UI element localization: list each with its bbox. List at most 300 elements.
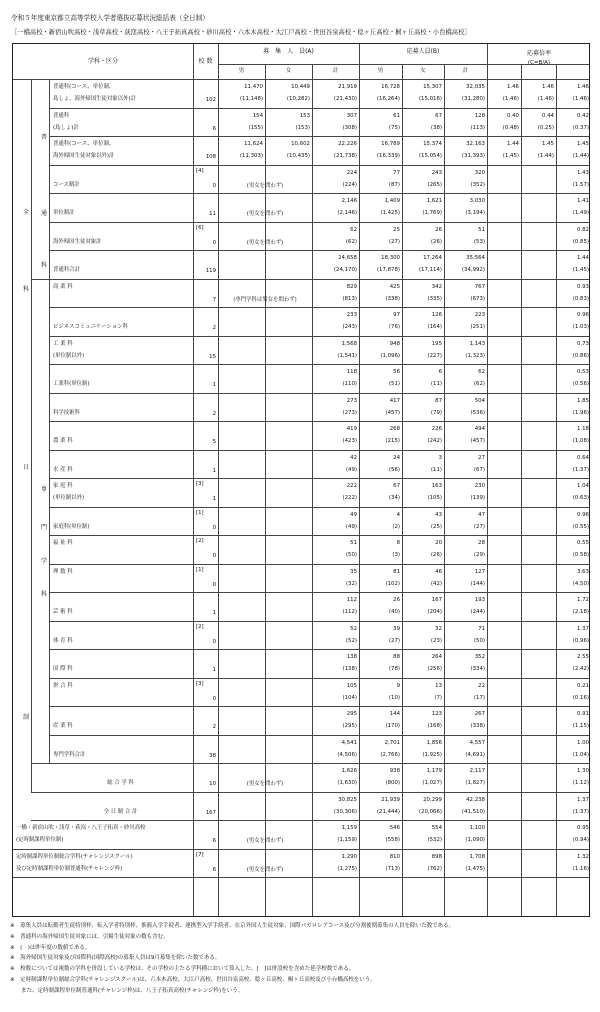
row-prev-value: (41,510)	[461, 808, 485, 815]
row-value: 17,264	[423, 255, 442, 261]
row-prev-value: (1,769)	[422, 210, 442, 216]
row-value: 2,146	[341, 198, 357, 204]
row-value: 0.95	[576, 825, 589, 831]
row-prev-value: (32)	[345, 580, 357, 587]
row-prev-value: (1.16)	[572, 865, 589, 872]
row-value: 267	[474, 711, 485, 717]
row-prev-value: (79)	[430, 409, 442, 416]
row-value: 1.04	[576, 483, 589, 489]
row-value: 126	[431, 312, 442, 318]
row-value: 1.43	[576, 169, 589, 176]
row-prev-value: (2.18)	[572, 609, 589, 615]
row-prev-value: (423)	[342, 438, 357, 444]
row-value: 223	[474, 312, 485, 318]
row-prev-value: (0.16)	[572, 694, 589, 701]
row-prev-value: (10,435)	[286, 153, 310, 159]
row-value: 233	[346, 312, 357, 318]
row-parallel-count: [3]	[196, 680, 204, 687]
row-label: 芸 術 科	[53, 609, 73, 615]
row-prev-value: (4,691)	[465, 751, 485, 758]
row-prev-value: (265)	[427, 181, 442, 188]
row-prev-value: (2)	[392, 523, 400, 530]
row-value: 0.93	[576, 283, 589, 290]
row-prev-value: (204)	[427, 609, 442, 615]
row-parallel-count: [4]	[196, 167, 204, 174]
row-gender-note: (男女を問わず)	[246, 866, 284, 873]
row-value: 28	[478, 540, 485, 546]
row-label: 国 際 科	[53, 666, 73, 672]
row-value: 0.82	[576, 226, 589, 233]
row-prev-value: (0.85)	[572, 238, 589, 245]
header-recruit-total: 計	[332, 68, 339, 74]
row-prev-value: (24,170)	[333, 267, 357, 273]
row-value: 71	[478, 625, 485, 632]
row-value: 2.55	[576, 654, 589, 660]
row-value: 105	[346, 682, 357, 689]
section-label: 通	[40, 210, 47, 217]
row-prev-value: (11,303)	[239, 153, 263, 159]
row-prev-value: (16,264)	[376, 96, 400, 102]
row-prev-value: (1,159)	[337, 837, 357, 843]
row-label: 工業科(単位制)	[53, 381, 90, 387]
row-school-count: 102	[205, 97, 216, 103]
row-value: 1.44	[576, 255, 589, 261]
row-value: 1,143	[469, 340, 485, 347]
row-value: 0.91	[576, 711, 589, 717]
row-prev-value: (138)	[342, 666, 357, 672]
row-prev-value: (42)	[430, 580, 442, 587]
row-value: 2,117	[469, 768, 485, 774]
row-value: 167	[431, 597, 442, 603]
row-value: 1.46	[506, 84, 519, 90]
row-label: 単位制計	[53, 210, 75, 216]
row-prev-value: (256)	[427, 666, 442, 672]
row-value: 11,624	[244, 141, 263, 147]
row-prev-value: (0.94)	[572, 837, 589, 843]
row-prev-value: (170)	[385, 723, 400, 729]
row-value: 35	[350, 568, 357, 575]
row-value: 195	[431, 340, 442, 347]
header-recruit-male: 男	[238, 68, 245, 74]
row-label: (単位制以外)	[53, 352, 85, 359]
row-prev-value: (10,282)	[286, 96, 310, 102]
row-parallel-count: [6]	[196, 224, 204, 231]
row-value: 2,701	[384, 739, 400, 746]
row-value: 0.64	[576, 454, 589, 461]
row-value: 22	[478, 682, 485, 689]
row-label: 水 産 科	[53, 466, 73, 473]
row-prev-value: (813)	[342, 295, 357, 302]
row-label: 農 業 科	[53, 438, 73, 444]
header-ratio-formula: (C=B/A)	[527, 60, 551, 66]
row-prev-value: (62)	[345, 238, 357, 245]
row-gender-note: (男女を問わず)	[246, 211, 284, 217]
row-school-count: 11	[209, 211, 216, 217]
row-label: 併 合 科	[53, 682, 73, 689]
row-value: 767	[474, 283, 485, 290]
row-prev-value: (1,275)	[337, 865, 357, 872]
section-label: 科	[22, 286, 29, 293]
row-value: 32,163	[466, 141, 485, 147]
row-prev-value: (227)	[427, 352, 442, 359]
page-subtitle: ［一橋高校・新宿山吹高校・浅草高校・荻窪高校・八王子拓真高校・砂川高校・六本木高校・大江戸高校・世田谷泉高校・稔ヶ丘高校・桐ヶ丘高校・小台橋高校］	[11, 29, 471, 36]
row-prev-value: (21,444)	[376, 808, 400, 815]
row-value: 0.96	[576, 511, 589, 518]
note-line: ※ ( )は昨年度の数値である。	[10, 944, 91, 951]
row-prev-value: (20,066)	[418, 808, 442, 815]
row-value: 554	[431, 825, 442, 831]
row-parallel-count: [7]	[196, 851, 204, 858]
row-prev-value: (49)	[345, 466, 357, 473]
row-value: 42	[350, 454, 357, 461]
row-value: 51	[478, 226, 485, 233]
row-value: 20	[435, 540, 442, 546]
row-prev-value: (31,280)	[461, 96, 485, 102]
row-value: 810	[389, 853, 400, 860]
row-prev-value: (2.42)	[572, 666, 589, 672]
row-prev-value: (11)	[430, 466, 442, 473]
row-label: 及び定時制課程単位制普通科(チャレンジ枠)	[16, 865, 123, 872]
row-value: 417	[389, 397, 400, 404]
row-prev-value: (1,425)	[380, 210, 400, 216]
row-school-count: 6	[212, 866, 216, 873]
row-value: 0.40	[506, 112, 519, 119]
row-value: 1,856	[426, 739, 442, 746]
row-prev-value: (222)	[342, 495, 357, 501]
row-label: 海外帰国生徒対象以外)計	[53, 153, 115, 159]
row-value: 22,226	[338, 141, 357, 147]
row-prev-value: (0.83)	[572, 295, 589, 302]
row-prev-value: (1,541)	[337, 352, 357, 359]
note-line: また、定時制課程単位制普通科(チャレンジ枠)は、八王子拓真高校(チャレンジ枠)をいう。	[10, 987, 244, 994]
row-prev-value: (34,992)	[461, 267, 485, 273]
row-prev-value: (10)	[388, 694, 400, 701]
row-parallel-count: [3]	[196, 481, 204, 487]
row-prev-value: (295)	[342, 723, 357, 729]
row-prev-value: (1.45)	[502, 153, 519, 159]
row-school-count: 1	[212, 610, 216, 616]
row-prev-value: (224)	[342, 181, 357, 188]
section-label: 制	[22, 714, 29, 721]
section-label: 日	[22, 464, 29, 471]
row-value: 26	[435, 226, 442, 233]
row-prev-value: (76)	[388, 324, 400, 330]
row-value: 1.46	[541, 84, 554, 90]
row-gender-note: (専門学科は男女を問わず)	[233, 296, 297, 303]
row-prev-value: (2,766)	[380, 751, 400, 758]
row-prev-value: (0.37)	[572, 124, 589, 131]
row-school-count: 1	[212, 667, 216, 673]
row-value: 97	[393, 312, 400, 318]
row-label: 総 合 学 科	[107, 780, 134, 786]
row-value: 52	[350, 625, 357, 632]
row-value: 1.85	[576, 397, 589, 404]
row-prev-value: (800)	[385, 780, 400, 786]
row-label: 島しょ、海外帰国生徒対象以外)計	[53, 96, 136, 102]
row-value: 77	[393, 169, 400, 176]
row-value: 307	[346, 112, 357, 119]
row-gender-note: (男女を問わず)	[246, 239, 284, 246]
row-value: 226	[431, 426, 442, 432]
row-value: 21,939	[381, 796, 400, 803]
row-value: 829	[346, 283, 357, 290]
row-value: 112	[346, 597, 357, 603]
row-label: (単位制以外)	[53, 495, 85, 501]
row-value: 61	[393, 112, 400, 119]
row-school-count: 5	[212, 439, 216, 445]
row-prev-value: (144)	[470, 580, 485, 587]
section-label: 門	[40, 524, 47, 531]
row-value: 1,100	[469, 825, 485, 831]
row-prev-value: (1.96)	[572, 409, 589, 416]
row-prev-value: (40)	[388, 609, 400, 615]
row-value: 24	[393, 454, 400, 461]
header-subject: 学科・区分	[87, 58, 118, 65]
row-value: 273	[346, 397, 357, 404]
row-school-count: 0	[212, 553, 216, 559]
note-line: ※ 募集人員は転勤者生徒特別枠、転入学者特別枠、推薦入学手続者、連携型入学手続者、在京外国人生徒対象、国際バカロレアコース及び分割後期募集の人員を除いた数である。	[10, 923, 455, 929]
row-prev-value: (27)	[473, 523, 485, 530]
row-value: 24,658	[338, 255, 357, 261]
row-school-count: 38	[209, 752, 216, 759]
row-value: 15,374	[423, 141, 442, 147]
page-title: 令和５年度東京都立高等学校入学者選抜応募状況総括表（全日制）	[11, 14, 209, 22]
row-prev-value: (0.48)	[502, 124, 519, 131]
row-school-count: 0	[212, 524, 216, 531]
row-value: 1.45	[576, 141, 589, 147]
row-value: 10,449	[291, 84, 310, 90]
row-prev-value: (0.55)	[572, 523, 589, 530]
row-prev-value: (251)	[470, 324, 485, 330]
row-prev-value: (1.57)	[572, 181, 589, 188]
row-value: 8	[396, 540, 400, 546]
row-school-count: 0	[212, 182, 216, 189]
row-value: 26	[393, 597, 400, 603]
row-school-count: 10	[209, 781, 216, 787]
row-value: 16,789	[381, 141, 400, 147]
row-value: 193	[474, 597, 485, 603]
row-value: 0.21	[576, 682, 589, 689]
row-value: 230	[474, 483, 485, 489]
row-school-count: 119	[205, 268, 216, 274]
row-value: 1.37	[576, 625, 589, 632]
row-prev-value: (21,738)	[333, 153, 357, 159]
header-app-male: 男	[377, 68, 384, 74]
row-prev-value: (23)	[430, 637, 442, 644]
row-school-count: 1	[212, 382, 216, 388]
row-value: 1.41	[576, 198, 589, 204]
row-prev-value: (1.15)	[572, 723, 589, 729]
row-prev-value: (1.44)	[537, 153, 554, 159]
row-label: 商 業 科	[53, 283, 73, 290]
row-value: 32	[435, 625, 442, 632]
row-value: 1.72	[576, 597, 589, 603]
row-label: (定時制課程単位制)	[16, 837, 64, 843]
row-prev-value: (243)	[342, 324, 357, 330]
row-prev-value: (67)	[473, 466, 485, 473]
row-value: 62	[478, 369, 485, 375]
row-value: 25	[393, 226, 400, 233]
row-value: 1,290	[341, 853, 357, 860]
row-value: 18,300	[381, 255, 400, 261]
row-parallel-count: [2]	[196, 538, 204, 544]
header-app-total: 計	[462, 68, 469, 74]
row-prev-value: (308)	[342, 124, 357, 131]
section-label: 普	[40, 134, 47, 141]
row-label: コース制計	[53, 181, 80, 188]
row-value: 264	[431, 654, 442, 660]
note-line: ※ 校数については複数の学科を併設している学校は、その学校の主たる学科種において算入した。[ ]は併設校を含めた延学校数である。	[10, 966, 355, 973]
row-value: 56	[393, 369, 400, 375]
note-line: ※ 海外帰国生徒対象及び国際科(国際高校)の募集人員は9月募集を除いた数である。	[10, 955, 221, 962]
row-label: 科学技術科	[53, 409, 80, 416]
row-label: 家 庭 科	[53, 483, 73, 489]
row-label: 普通科(コース、単位制、	[53, 141, 115, 147]
row-gender-note: (男女を問わず)	[246, 838, 284, 844]
row-value: 67	[435, 112, 442, 119]
row-value: 32,035	[466, 84, 485, 90]
row-value: 9	[396, 682, 400, 689]
row-value: 13	[435, 682, 442, 689]
row-prev-value: (52)	[345, 637, 357, 644]
row-value: 67	[393, 483, 400, 489]
row-prev-value: (244)	[470, 609, 485, 615]
section-label: 科	[40, 591, 47, 598]
row-value: 0.53	[576, 369, 589, 375]
row-prev-value: (15,054)	[418, 153, 442, 159]
row-prev-value: (25)	[430, 523, 442, 530]
row-prev-value: (38)	[430, 124, 442, 131]
row-prev-value: (164)	[427, 324, 442, 330]
row-school-count: 6	[212, 125, 216, 132]
row-value: 123	[431, 711, 442, 717]
row-label: (島しょ)計	[53, 124, 79, 131]
section-label: 学	[40, 558, 47, 565]
row-prev-value: (215)	[385, 438, 400, 444]
header-schools: 校 数	[198, 58, 213, 65]
row-prev-value: (335)	[427, 295, 442, 302]
header-applicants: 応募人員(B)	[406, 48, 440, 55]
row-prev-value: (1.12)	[572, 780, 589, 786]
row-prev-value: (273)	[342, 409, 357, 416]
row-value: 35,564	[466, 255, 485, 261]
row-school-count: 15	[209, 353, 216, 360]
row-prev-value: (558)	[385, 837, 400, 843]
row-value: 0.96	[576, 312, 589, 318]
row-prev-value: (105)	[427, 495, 442, 501]
note-line: ※ 普通科の海外帰国生徒対象には、引揚生徒対象の数も含む。	[10, 933, 169, 940]
row-value: 494	[474, 426, 485, 432]
row-prev-value: (3,194)	[465, 210, 485, 216]
row-value: 87	[435, 397, 442, 404]
row-prev-value: (0.86)	[572, 352, 589, 359]
row-parallel-count: [1]	[196, 509, 204, 516]
row-value: 27	[478, 454, 485, 461]
row-value: 20,299	[423, 796, 442, 803]
row-value: 118	[346, 369, 357, 375]
row-prev-value: (11,148)	[239, 96, 263, 102]
row-value: 128	[474, 112, 485, 119]
row-value: 163	[431, 483, 442, 489]
row-label: 工 業 科	[53, 340, 73, 347]
row-prev-value: (11)	[430, 381, 442, 387]
row-school-count: 1	[212, 496, 216, 502]
row-school-count: 2	[212, 325, 216, 331]
row-label: 一橋・新宿山吹・浅草・荻窪・八王子拓真・砂川高校	[16, 825, 146, 831]
row-prev-value: (1.37)	[572, 466, 589, 473]
row-prev-value: (1.37)	[572, 808, 589, 815]
row-prev-value: (334)	[470, 666, 485, 672]
row-value: 153	[299, 112, 310, 119]
row-prev-value: (457)	[470, 438, 485, 444]
row-prev-value: (112)	[342, 609, 357, 615]
row-prev-value: (1.46)	[537, 96, 554, 102]
row-school-count: 167	[205, 809, 216, 816]
row-value: 342	[431, 283, 442, 290]
row-school-count: 0	[212, 695, 216, 702]
row-value: 3	[438, 454, 442, 461]
summary-table	[12, 43, 590, 917]
row-school-count: 2	[212, 410, 216, 417]
row-prev-value: (31,393)	[461, 153, 485, 159]
row-label: 福 祉 科	[53, 540, 73, 546]
row-prev-value: (153)	[295, 124, 310, 131]
row-prev-value: (532)	[427, 837, 442, 843]
row-prev-value: (30,306)	[333, 808, 357, 815]
row-prev-value: (53)	[473, 238, 485, 245]
row-value: 1,568	[341, 340, 357, 347]
row-value: 1,159	[341, 825, 357, 831]
row-value: 1,621	[426, 198, 442, 204]
row-prev-value: (56)	[388, 466, 400, 473]
row-prev-value: (87)	[388, 181, 400, 188]
row-value: 15,307	[423, 84, 442, 90]
header-app-female: 女	[420, 68, 426, 74]
row-value: 81	[393, 568, 400, 575]
row-value: 1,179	[426, 768, 442, 774]
row-value: 42,238	[466, 796, 485, 803]
row-value: 504	[474, 397, 485, 404]
row-value: 898	[431, 853, 442, 860]
row-prev-value: (49)	[345, 523, 357, 530]
row-label: 産 業 科	[53, 723, 73, 729]
row-value: 88	[393, 654, 400, 660]
row-prev-value: (1.08)	[572, 438, 589, 444]
row-value: 46	[435, 568, 442, 575]
row-value: 0.55	[576, 540, 589, 546]
row-school-count: 2	[212, 724, 216, 730]
row-prev-value: (713)	[385, 865, 400, 872]
row-prev-value: (29)	[473, 552, 485, 558]
row-prev-value: (1.03)	[572, 324, 589, 330]
row-prev-value: (0.96)	[572, 637, 589, 644]
note-line: ※ 定時制課程単位制総合学科(チャレンジスクール)は、六本木高校、大江戸高校、世田谷泉高校、稔ヶ丘高校、桐ヶ丘高校及び小台橋高校をいう。	[10, 976, 376, 983]
row-prev-value: (0.58)	[572, 552, 589, 558]
row-prev-value: (536)	[470, 409, 485, 416]
row-prev-value: (0.63)	[572, 495, 589, 501]
row-label: ビジネスコミュニケーション科	[53, 324, 128, 330]
row-label: 普通科	[53, 112, 70, 119]
row-prev-value: (352)	[470, 181, 485, 188]
row-value: 4,541	[341, 739, 357, 746]
row-school-count: 0	[212, 581, 216, 588]
row-value: 62	[350, 226, 357, 233]
row-prev-value: (0.25)	[537, 124, 554, 131]
row-prev-value: (7)	[434, 694, 442, 701]
row-prev-value: (26)	[430, 552, 442, 558]
row-prev-value: (110)	[342, 381, 357, 387]
row-value: 154	[252, 112, 263, 119]
